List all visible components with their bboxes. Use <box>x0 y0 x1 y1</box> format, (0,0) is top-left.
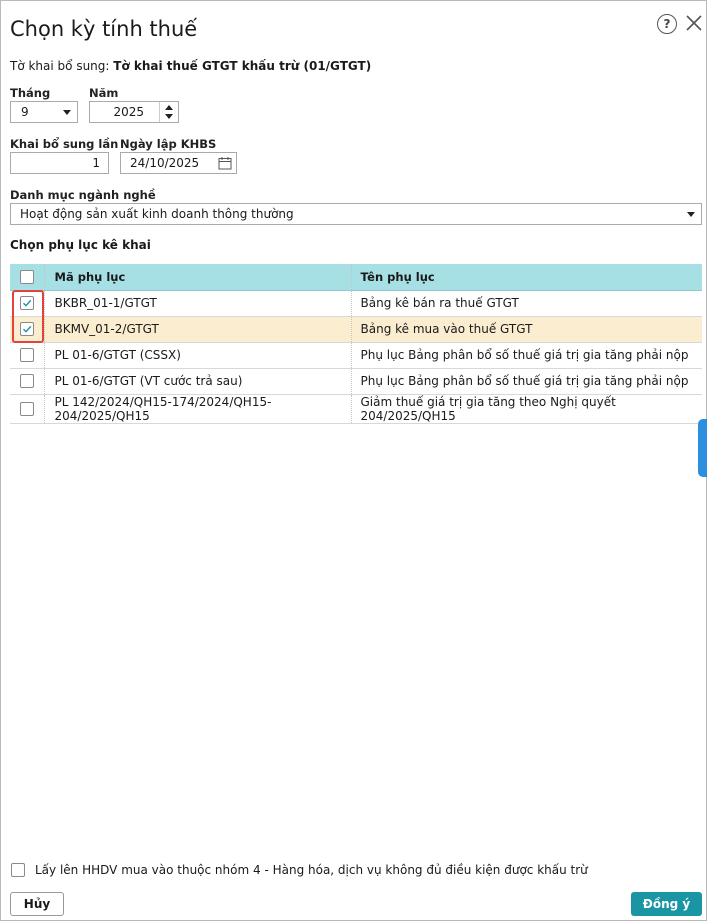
industry-value: Hoạt động sản xuất kinh doanh thông thường <box>20 207 294 221</box>
industry-label: Danh mục ngành nghề <box>10 188 156 202</box>
row-code: BKMV_01-2/GTGT <box>44 316 351 342</box>
table-row[interactable] <box>10 394 702 423</box>
chevron-down-icon <box>63 110 71 115</box>
table-header <box>10 264 702 290</box>
date-value: 24/10/2025 <box>130 156 200 170</box>
date-input[interactable] <box>120 152 237 174</box>
year-input[interactable] <box>89 101 179 123</box>
row-name: Bảng kê bán ra thuế GTGT <box>351 290 702 316</box>
row-checkbox[interactable] <box>20 348 34 362</box>
help-icon[interactable]: ? <box>657 14 677 34</box>
row-code: PL 01-6/GTGT (VT cước trả sau) <box>44 368 351 394</box>
stepper-down-icon[interactable] <box>165 114 173 119</box>
table-row[interactable] <box>10 368 702 394</box>
invoice-option-label: Lấy lên HHDV mua vào thuộc nhóm 4 - Hàng hóa, dịch vụ không đủ điều kiện được khấu trừ <box>35 863 588 877</box>
table-row[interactable] <box>10 290 702 316</box>
year-stepper[interactable] <box>159 102 178 122</box>
year-label: Năm <box>89 86 119 100</box>
year-value: 2025 <box>113 105 144 119</box>
month-value: 9 <box>21 105 29 119</box>
cancel-button[interactable]: Hủy <box>10 892 64 916</box>
subtitle-value: Tờ khai thuế GTGT khấu trừ (01/GTGT) <box>113 59 372 73</box>
row-checkbox[interactable] <box>20 402 34 416</box>
row-code: PL 01-6/GTGT (CSSX) <box>44 342 351 368</box>
date-label: Ngày lập KHBS <box>120 137 217 151</box>
chevron-down-icon <box>687 212 695 217</box>
row-checkbox-cell <box>10 394 44 423</box>
calendar-icon[interactable] <box>218 156 232 170</box>
row-checkbox-cell <box>10 368 44 394</box>
select-all-cell <box>10 264 44 290</box>
invoice-option-checkbox[interactable] <box>11 863 25 877</box>
row-code: PL 142/2024/QH15-174/2024/QH15-204/2025/QH15 <box>44 394 351 423</box>
industry-select[interactable] <box>10 203 702 225</box>
col-code-header: Mã phụ lục <box>44 264 351 290</box>
subtitle-label: Tờ khai bổ sung: <box>10 59 110 73</box>
row-checkbox[interactable] <box>20 374 34 388</box>
table-row[interactable] <box>10 316 702 342</box>
dialog-title: Chọn kỳ tính thuế <box>10 17 198 41</box>
supplement-value: 1 <box>92 156 100 170</box>
row-name: Phụ lục Bảng phân bổ số thuế giá trị gia tăng phải nộp <box>351 342 702 368</box>
row-code: BKBR_01-1/GTGT <box>44 290 351 316</box>
row-name: Bảng kê mua vào thuế GTGT <box>351 316 702 342</box>
month-select[interactable] <box>10 101 78 123</box>
appendix-table <box>10 264 702 424</box>
highlight-annotation <box>12 290 44 343</box>
supplement-label: Khai bổ sung lần <box>10 137 119 151</box>
appendix-section-title: Chọn phụ lục kê khai <box>10 238 151 252</box>
side-panel-toggle[interactable] <box>698 419 707 477</box>
row-name: Phụ lục Bảng phân bổ số thuế giá trị gia tăng phải nộp <box>351 368 702 394</box>
supplement-input[interactable] <box>10 152 109 174</box>
row-checkbox-cell <box>10 342 44 368</box>
ok-button[interactable]: Đồng ý <box>631 892 702 916</box>
month-label: Tháng <box>10 86 51 100</box>
select-all-checkbox[interactable] <box>20 270 34 284</box>
subtitle <box>10 59 371 73</box>
col-name-header: Tên phụ lục <box>351 264 702 290</box>
stepper-up-icon[interactable] <box>165 105 173 110</box>
close-icon[interactable] <box>685 14 703 32</box>
row-name: Giảm thuế giá trị gia tăng theo Nghị quyết 204/2025/QH15 <box>351 394 702 423</box>
table-row[interactable] <box>10 342 702 368</box>
